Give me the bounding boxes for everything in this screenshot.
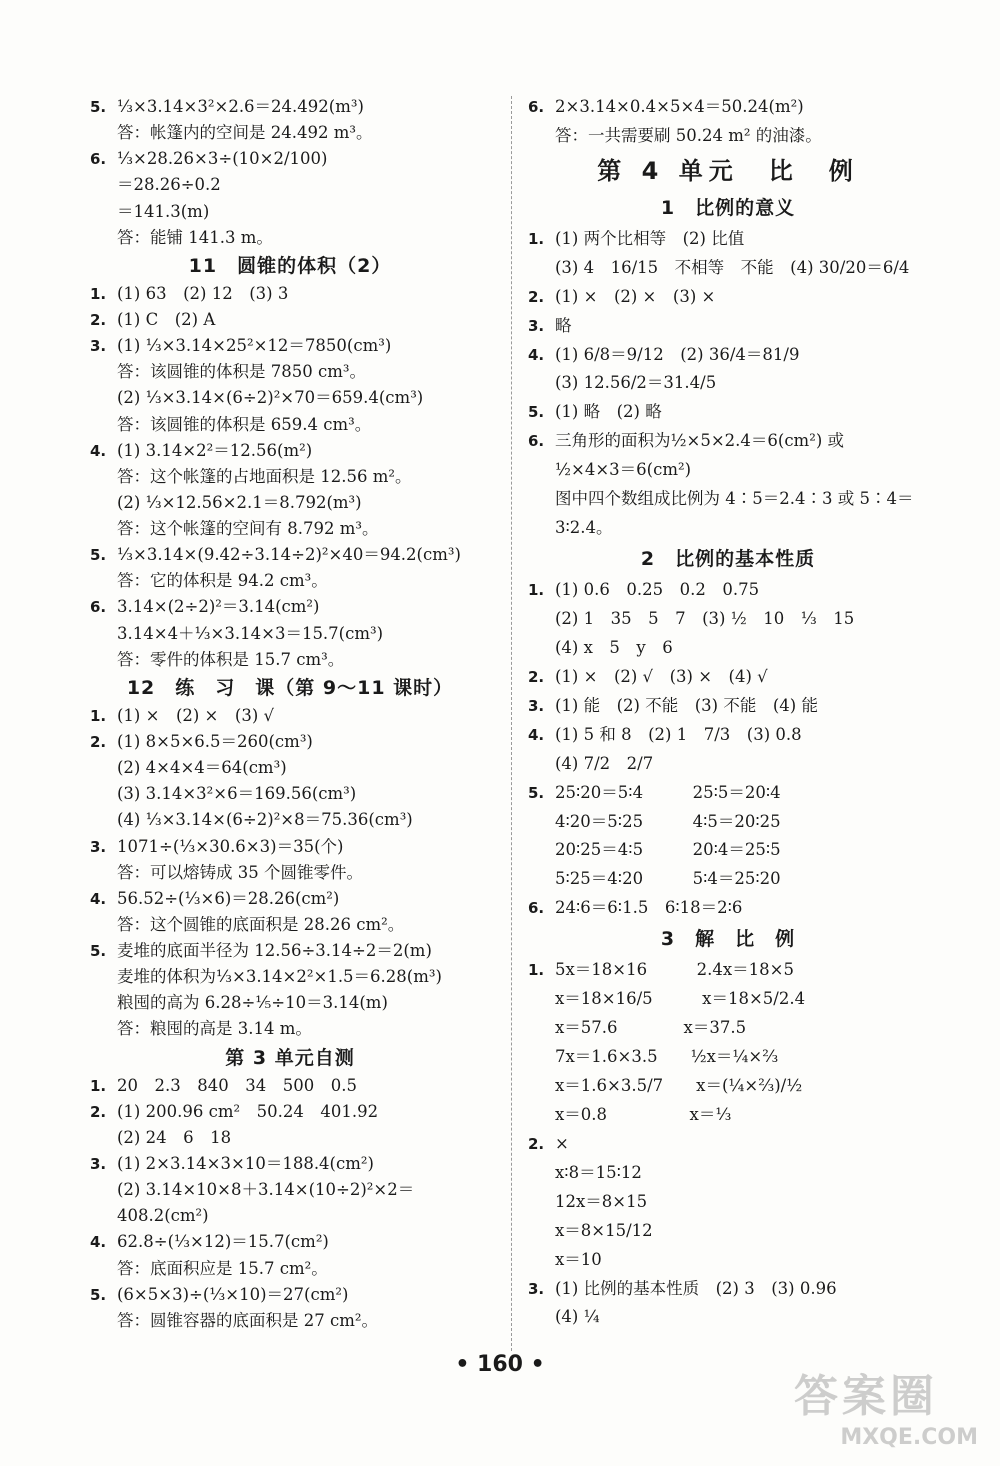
answer-text: (1) ⅓×3.14×25²×12＝7850(cm³) xyxy=(117,336,392,356)
answer-line xyxy=(528,430,928,452)
answer-line xyxy=(528,459,928,481)
answer-text: 1071÷(⅓×30.6×3)＝35(个) xyxy=(117,836,344,856)
answer-line xyxy=(90,705,490,727)
answer-line xyxy=(528,782,928,804)
answer-line xyxy=(528,315,928,337)
answer-text: 56.52÷(⅓×6)＝28.26(cm²) xyxy=(117,888,340,908)
answer-text: 粮囤的高为 6.28÷⅕÷10＝3.14(m) xyxy=(117,993,388,1013)
answer-text: (1) 比例的基本性质 (2) 3 (3) 0.96 xyxy=(555,1278,837,1298)
answer-line xyxy=(90,1127,490,1149)
answer-text: × xyxy=(555,1133,569,1153)
answer-text: (1) 6/8＝9/12 (2) 36/4＝81/9 xyxy=(555,344,800,364)
answer-line xyxy=(528,1162,928,1184)
answer-line xyxy=(90,1153,490,1175)
answer-text: (1) 0.6 0.25 0.2 0.75 xyxy=(555,580,760,599)
answer-text: (4) ⅓×3.14×(6÷2)²×8＝75.36(cm³) xyxy=(117,810,413,830)
answer-text: (4) 7/2 2/7 xyxy=(555,753,654,773)
answer-line xyxy=(528,1220,928,1242)
answer-line xyxy=(90,1310,490,1332)
answer-text: x＝18×16/5 x＝18×5/2.4 xyxy=(555,989,806,1009)
answer-text: (4) ¼ xyxy=(555,1307,600,1327)
question-number: 3. xyxy=(90,837,107,856)
answer-line xyxy=(90,122,490,144)
section-heading: 1 比例的意义 xyxy=(660,196,796,219)
answer-text: 2×3.14×0.4×5×4＝50.24(m²) xyxy=(555,97,804,116)
answer-line xyxy=(90,888,490,910)
answer-text: x＝10 xyxy=(555,1249,602,1269)
answer-line xyxy=(90,361,490,383)
section-heading: 11 圆锥的体积（2） xyxy=(188,254,392,277)
question-number: 4. xyxy=(528,725,545,744)
answer-text: (3) 3.14×3²×6＝169.56(cm³) xyxy=(117,784,357,804)
answer-text: (2) 3.14×10×8＋3.14×(10÷2)²×2＝ xyxy=(117,1180,415,1200)
column-divider xyxy=(511,96,512,1351)
answer-text: (1) × (2) × (3) √ xyxy=(117,705,275,725)
section-heading: 3 解 比 例 xyxy=(660,928,796,951)
answer-line xyxy=(528,1017,928,1039)
answer-text: 20∶25＝4∶5 20∶4＝25∶5 xyxy=(555,840,781,860)
answer-line xyxy=(90,335,490,357)
answer-text: 答：它的体积是 94.2 cm³。 xyxy=(117,571,328,591)
answer-line xyxy=(90,174,490,196)
answer-text: (4) x 5 y 6 xyxy=(555,637,673,657)
question-number: 1. xyxy=(90,706,107,725)
answer-text: (2) 4×4×4＝64(cm³) xyxy=(117,758,287,778)
question-number: 1. xyxy=(528,961,545,980)
answer-line xyxy=(90,731,490,753)
answer-line xyxy=(528,1046,928,1068)
answer-text: 3.14×(2÷2)²＝3.14(cm²) xyxy=(117,597,320,617)
question-number: 2. xyxy=(90,1102,107,1121)
answer-text: 5∶25＝4∶20 5∶4＝25∶20 xyxy=(555,869,781,889)
question-number: 3. xyxy=(90,337,107,356)
answer-line xyxy=(90,862,490,884)
watermark-url: MXQE.COM xyxy=(840,1425,978,1450)
answer-text: 答：该圆锥的体积是 7850 cm³。 xyxy=(117,362,366,382)
right-column xyxy=(528,96,928,1335)
answer-text: (1) 两个比相等 (2) 比值 xyxy=(555,228,745,248)
answer-line xyxy=(528,125,928,147)
answer-line xyxy=(528,666,928,688)
answer-text: 答：零件的体积是 15.7 cm³。 xyxy=(117,649,345,669)
answer-text: x＝0.8 x＝⅓ xyxy=(555,1104,732,1124)
answer-line xyxy=(528,1278,928,1300)
left-column xyxy=(90,96,490,1336)
answer-text: 略 xyxy=(555,315,572,335)
section-heading: 第 3 单元自测 xyxy=(225,1046,355,1069)
answer-line xyxy=(528,897,928,919)
answer-line xyxy=(528,372,928,394)
answer-line xyxy=(528,579,928,601)
question-number: 2. xyxy=(90,733,107,751)
answer-text: x∶8＝15∶12 xyxy=(555,1162,642,1182)
answer-text: 24∶6＝6∶1.5 6∶18＝2∶6 xyxy=(555,898,743,918)
answer-text: x＝8×15/12 xyxy=(555,1220,653,1240)
answer-line xyxy=(90,1101,490,1123)
answer-line xyxy=(528,1075,928,1097)
answer-line xyxy=(528,811,928,833)
answer-line xyxy=(90,544,490,566)
answer-line xyxy=(90,148,490,170)
answer-line xyxy=(90,1284,490,1306)
question-number: 5. xyxy=(90,942,107,960)
answer-line xyxy=(528,1306,928,1328)
answer-text: 答：这个帐篷的空间有 8.792 m³。 xyxy=(117,519,379,538)
question-number: 3. xyxy=(528,316,545,335)
answer-line xyxy=(528,1104,928,1126)
answer-line xyxy=(90,492,490,514)
question-number: 2. xyxy=(528,287,545,306)
page-number: • 160 • xyxy=(455,1352,545,1377)
answer-text: x＝57.6 x＝37.5 xyxy=(555,1018,747,1038)
answer-line xyxy=(528,344,928,366)
answer-text: 4∶20＝5∶25 4∶5＝20∶25 xyxy=(555,811,781,831)
answer-text: 20 2.3 840 34 500 0.5 xyxy=(117,1075,357,1095)
answer-text: (1) 略 (2) 略 xyxy=(555,402,662,422)
answer-text: 答：这个帐篷的占地面积是 12.56 m²。 xyxy=(117,466,412,486)
answer-text: (1) C (2) A xyxy=(117,310,216,329)
answer-line xyxy=(528,959,928,981)
answer-text: (1) 63 (2) 12 (3) 3 xyxy=(117,283,289,303)
answer-text: 答：能铺 141.3 m。 xyxy=(117,227,273,247)
question-number: 1. xyxy=(528,581,545,599)
answer-line xyxy=(90,201,490,223)
question-number: 4. xyxy=(90,1233,107,1252)
answer-text: (1) × (2) √ (3) × (4) √ xyxy=(555,666,768,686)
answer-line xyxy=(90,414,490,436)
question-number: 6. xyxy=(90,150,107,169)
answer-text: 答：底面积应是 15.7 cm²。 xyxy=(117,1258,328,1278)
answer-line xyxy=(90,570,490,592)
answer-line xyxy=(528,724,928,746)
answer-text: (1) 2×3.14×3×10＝188.4(cm²) xyxy=(117,1154,374,1173)
answer-line xyxy=(90,1231,490,1253)
answer-text: (3) 4 16/15 不相等 不能 (4) 30/20＝6/4 xyxy=(555,257,910,277)
answer-text: 答：可以熔铸成 35 个圆锥零件。 xyxy=(117,862,363,882)
question-number: 5. xyxy=(90,1285,107,1304)
question-number: 5. xyxy=(90,98,107,116)
answer-text: ⅓×28.26×3÷(10×2/100) xyxy=(117,149,328,169)
question-number: 2. xyxy=(528,1134,545,1153)
answer-line xyxy=(90,309,490,331)
answer-text: 答：粮囤的高是 3.14 m。 xyxy=(117,1019,312,1039)
answer-line xyxy=(90,96,490,118)
answer-line xyxy=(528,1133,928,1155)
answer-text: (2) 1 35 5 7 (3) ½ 10 ⅓ 15 xyxy=(555,608,855,628)
section-heading: 12 练 习 课（第 9～11 课时） xyxy=(126,676,454,699)
question-number: 1. xyxy=(90,1076,107,1095)
question-number: 1. xyxy=(90,284,107,303)
answer-line xyxy=(528,228,928,250)
answer-text: 答：这个圆锥的底面积是 28.26 cm²。 xyxy=(117,914,405,934)
answer-text: 3∶2.4。 xyxy=(555,518,613,538)
answer-line xyxy=(528,608,928,630)
answer-line xyxy=(90,623,490,645)
answer-text: 答：该圆锥的体积是 659.4 cm³。 xyxy=(117,414,372,434)
answer-text: (1) 200.96 cm² 50.24 401.92 xyxy=(117,1101,379,1121)
answer-line xyxy=(90,440,490,462)
answer-line xyxy=(90,387,490,409)
answer-text: (3) 12.56/2＝31.4/5 xyxy=(555,373,717,393)
question-number: 5. xyxy=(90,546,107,565)
question-number: 6. xyxy=(528,432,545,451)
answer-line xyxy=(90,966,490,988)
answer-line xyxy=(528,96,928,118)
answer-text: (2) ⅓×3.14×(6÷2)²×70＝659.4(cm³) xyxy=(117,388,424,408)
answer-line xyxy=(528,753,928,775)
answer-line xyxy=(528,1191,928,1213)
answer-text: ⅓×3.14×(9.42÷3.14÷2)²×40＝94.2(cm³) xyxy=(117,545,461,565)
answer-line xyxy=(90,518,490,540)
answer-line xyxy=(528,695,928,717)
answer-line xyxy=(528,286,928,308)
answer-line xyxy=(90,809,490,831)
answer-line xyxy=(90,227,490,249)
answer-text: (2) ⅓×12.56×2.1＝8.792(m³) xyxy=(117,492,362,512)
watermark-title: 答案圈 xyxy=(794,1371,938,1422)
question-number: 4. xyxy=(90,441,107,460)
answer-text: 5x＝18×16 2.4x＝18×5 xyxy=(555,960,794,980)
question-number: 4. xyxy=(528,345,545,364)
answer-text: (1) × (2) × (3) × xyxy=(555,286,716,306)
question-number: 1. xyxy=(528,229,545,248)
answer-line xyxy=(528,1249,928,1271)
answer-text: 答：圆锥容器的底面积是 27 cm²。 xyxy=(117,1310,378,1330)
answer-line xyxy=(528,257,928,279)
answer-line xyxy=(90,1205,490,1227)
answer-text: (1) 能 (2) 不能 (3) 不能 (4) 能 xyxy=(555,695,818,715)
answer-text: (1) 5 和 8 (2) 1 7/3 (3) 0.8 xyxy=(555,724,802,744)
answer-text: 62.8÷(⅓×12)＝15.7(cm²) xyxy=(117,1232,329,1252)
answer-line xyxy=(90,1075,490,1097)
question-number: 5. xyxy=(528,403,545,422)
answer-line xyxy=(90,649,490,671)
answer-line xyxy=(90,596,490,618)
answer-text: 7x＝1.6×3.5 ½x＝¼×⅔ xyxy=(555,1047,779,1066)
answer-text: 25∶20＝5∶4 25∶5＝20∶4 xyxy=(555,782,781,802)
answer-line xyxy=(528,401,928,423)
question-number: 5. xyxy=(528,783,545,802)
answer-text: ＝28.26÷0.2 xyxy=(117,175,221,195)
question-number: 6. xyxy=(528,899,545,918)
answer-line xyxy=(528,839,928,861)
question-number: 2. xyxy=(90,311,107,329)
answer-text: 答：一共需要刷 50.24 m² 的油漆。 xyxy=(555,125,822,145)
answer-text: ＝141.3(m) xyxy=(117,201,210,221)
answer-text: 图中四个数组成比例为 4∶5＝2.4∶3 或 5∶4＝ xyxy=(555,489,914,509)
answer-text: ⅓×3.14×3²×2.6＝24.492(m³) xyxy=(117,97,364,116)
answer-line xyxy=(90,1258,490,1280)
answer-text: 408.2(cm²) xyxy=(117,1206,209,1226)
answer-text: (1) 8×5×6.5＝260(cm³) xyxy=(117,732,313,751)
answer-line xyxy=(90,940,490,962)
question-number: 3. xyxy=(90,1155,107,1173)
answer-line xyxy=(90,1179,490,1201)
answer-line xyxy=(90,283,490,305)
watermark-logo xyxy=(788,1360,978,1450)
question-number: 6. xyxy=(528,98,545,116)
answer-text: 3.14×4＋⅓×3.14×3＝15.7(cm³) xyxy=(117,623,384,643)
question-number: 3. xyxy=(528,1279,545,1298)
question-number: 4. xyxy=(90,889,107,908)
answer-line xyxy=(528,488,928,510)
answer-line xyxy=(90,836,490,858)
answer-text: 麦堆的底面半径为 12.56÷3.14÷2＝2(m) xyxy=(117,941,432,960)
answer-text: 三角形的面积为½×5×2.4＝6(cm²) 或 xyxy=(555,431,844,451)
answer-line xyxy=(90,466,490,488)
answer-text: (6×5×3)÷(⅓×10)＝27(cm²) xyxy=(117,1284,349,1304)
answer-text: (2) 24 6 18 xyxy=(117,1127,232,1147)
answer-text: ½×4×3＝6(cm²) xyxy=(555,460,692,480)
answer-text: 12x＝8×15 xyxy=(555,1191,648,1211)
answer-text: x＝1.6×3.5/7 x＝(¼×⅔)/½ xyxy=(555,1075,803,1095)
answer-text: (1) 3.14×2²＝12.56(m²) xyxy=(117,440,313,460)
section-heading: 第 4 单元 比 例 xyxy=(597,156,859,185)
answer-line xyxy=(90,783,490,805)
answer-text: 麦堆的体积为⅓×3.14×2²×1.5＝6.28(m³) xyxy=(117,967,442,987)
answer-line xyxy=(90,1018,490,1040)
answer-line xyxy=(528,637,928,659)
section-heading: 2 比例的基本性质 xyxy=(640,548,816,571)
question-number: 2. xyxy=(528,667,545,686)
answer-line xyxy=(528,988,928,1010)
answer-line xyxy=(90,914,490,936)
answer-line xyxy=(90,992,490,1014)
question-number: 6. xyxy=(90,598,107,617)
answer-line xyxy=(90,757,490,779)
answer-line xyxy=(528,517,928,539)
question-number: 3. xyxy=(528,696,545,715)
answer-text: 答：帐篷内的空间是 24.492 m³。 xyxy=(117,123,373,143)
answer-line xyxy=(528,868,928,890)
